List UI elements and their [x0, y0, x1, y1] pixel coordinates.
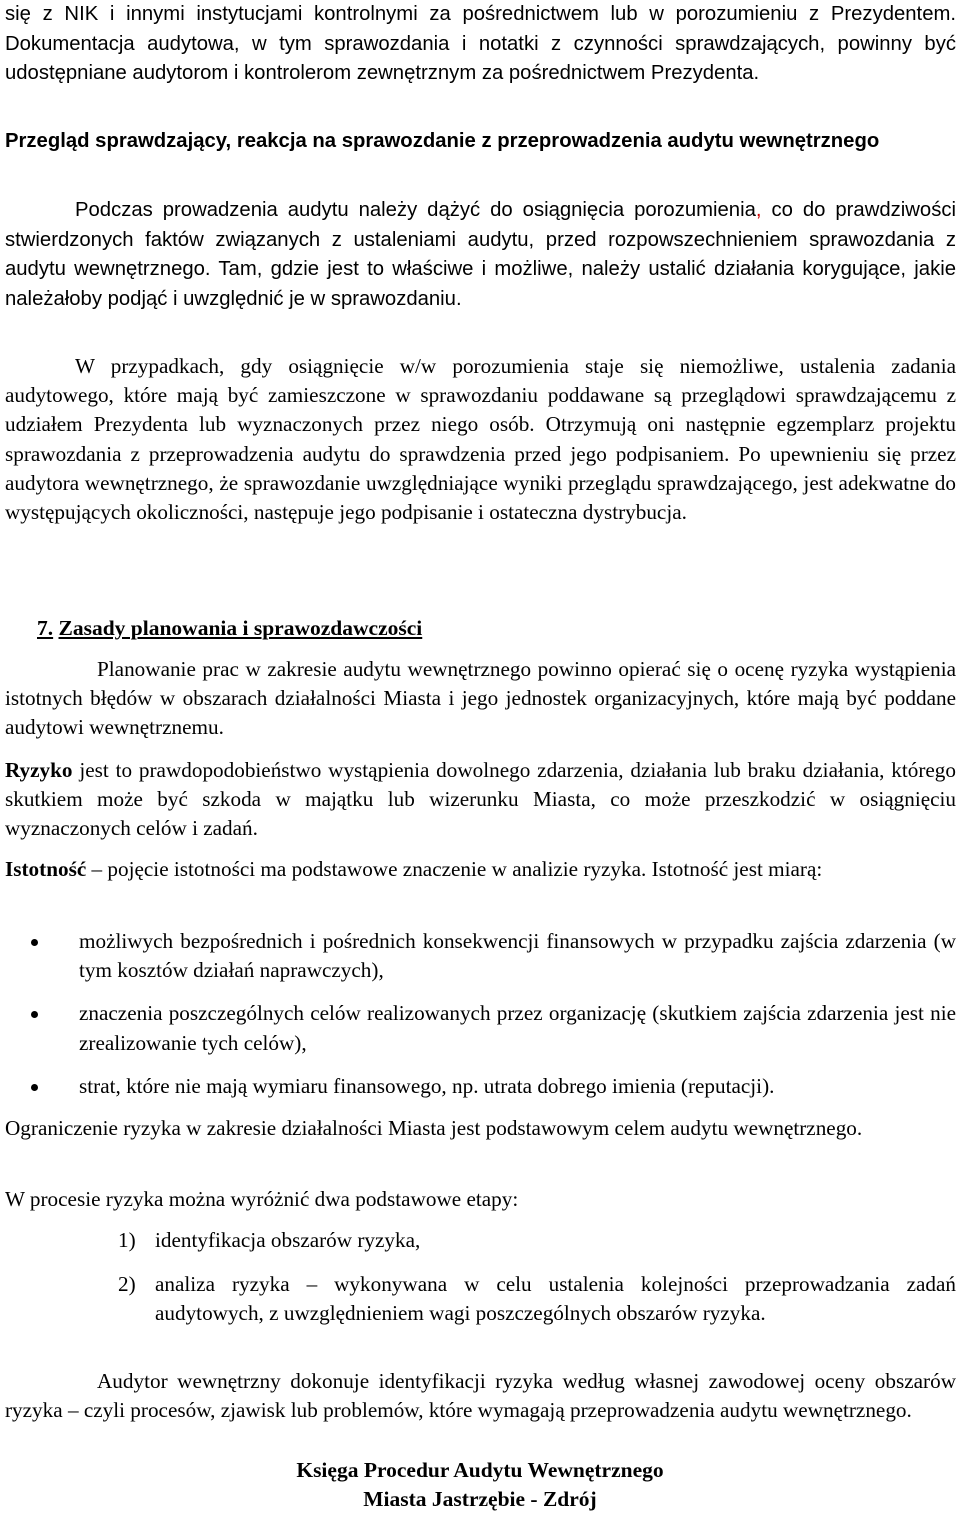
- bullet-dot-icon: [31, 939, 38, 946]
- bullet-text: znaczenia poszczególnych celów realizowanych przez organizację (skutkiem zajścia zdarzenia jest nie zrealizowanie tych celów),: [79, 1001, 956, 1055]
- bullet-dot-icon: [31, 1084, 38, 1091]
- review-section-title: Przegląd sprawdzający, reakcja na sprawozdanie z przeprowadzenia audytu wewnętrznego: [5, 130, 880, 152]
- stage-text: analiza ryzyka – wykonywana w celu ustalenia kolejności przeprowadzania zadań audytowych, z uwzględnieniem wagi poszczególnych obszarów ryzyka.: [155, 1272, 956, 1326]
- review-red-comma: ,: [755, 199, 762, 221]
- materiality-definition: [5, 855, 956, 884]
- materiality-bullet-list: [5, 927, 956, 1101]
- stages-list: [5, 1226, 956, 1329]
- review-paragraph-1-end: co do prawdziwości stwierdzonych faktów związanych z ustaleniami audytu, przed rozpowszechnieniem sprawozdania z audytu wewnętrznego. Tam, gdzie jest to właściwe i możliwe, należy ustalić działania korygujące, jakie należałoby podjąć i uwzględnić je w sprawozdaniu.: [5, 199, 957, 310]
- stage-number: 1): [118, 1228, 136, 1252]
- auditor-paragraph: Audytor wewnętrzny dokonuje identyfikacji ryzyka według własnej zawodowej oceny obszarów ryzyka – czyli procesów, zjawisk lub problemów, które wymagają przeprowadzenia audytu wewnętrznego.: [5, 1369, 956, 1423]
- review-paragraph-1-start: Podczas prowadzenia audytu należy dążyć do osiągnięcia porozumienia: [75, 199, 756, 221]
- list-item: [5, 1072, 956, 1101]
- stage-number: 2): [118, 1272, 136, 1297]
- list-item: [5, 999, 956, 1057]
- limitation-paragraph: Ograniczenie ryzyka w zakresie działalności Miasta jest podstawowym celem audytu wewnętrznego.: [5, 1116, 863, 1140]
- risk-term: Ryzyko: [5, 758, 73, 782]
- risk-text: jest to prawdopodobieństwo wystąpienia dowolnego zdarzenia, działania lub braku działania, którego skutkiem może być szkoda w majątku lub wizerunku Miasta, co może przeszkodzić w osiągnięciu wyznaczonych celów i zadań.: [5, 758, 956, 841]
- section-7-number: 7.: [37, 616, 54, 640]
- footer-line-1: Księga Procedur Audytu Wewnętrznego: [296, 1458, 664, 1482]
- bullet-text: strat, które nie mają wymiaru finansowego, np. utrata dobrego imienia (reputacji).: [79, 1073, 775, 1098]
- materiality-term: Istotność: [5, 857, 87, 881]
- review-paragraph-1: [5, 196, 956, 314]
- review-paragraph-2: W przypadkach, gdy osiągnięcie w/w porozumienia staje się niemożliwe, ustalenia zadania audytowego, które mają być zamieszczone w sprawozdaniu poddawane są przeglądowi sprawdzającemu z udziałem Prezydenta lub wyznaczonych przez niego osób. Otrzymują oni następnie egzemplarz projektu sprawozdania z przeprowadzenia audytu do sprawdzenia przed jego podpisaniem. Po upewnieniu się przez audytora wewnętrznego, że sprawozdanie uwzględniające wyniki przeglądu sprawdzającego, jest adekwatne do występujących okoliczności, następuje jego podpisanie i ostateczna dystrybucja.: [5, 354, 956, 525]
- materiality-text: – pojęcie istotności ma podstawowe znaczenie w analizie ryzyka. Istotność jest miarą:: [86, 857, 823, 881]
- risk-definition: [5, 756, 956, 844]
- bullet-text: możliwych bezpośrednich i pośrednich konsekwencji finansowych w przypadku zajścia zdarzenia (w tym kosztów działań naprawczych),: [79, 929, 956, 983]
- footer-line-2: Miasta Jastrzębie - Zdrój: [363, 1486, 597, 1511]
- bullet-dot-icon: [31, 1011, 38, 1018]
- intro-paragraph: się z NIK i innymi instytucjami kontrolnymi za pośrednictwem lub w porozumieniu z Prezydentem. Dokumentacja audytowa, w tym sprawozdania i notatki z czynności sprawdzających, powinny być udostępniane audytorom i kontrolerom zewnętrznym za pośrednictwem Prezydenta.: [5, 3, 956, 84]
- list-item: [5, 927, 956, 985]
- stage-text: identyfikacja obszarów ryzyka,: [155, 1228, 421, 1252]
- planning-paragraph: Planowanie prac w zakresie audytu wewnętrznego powinno opierać się o ocenę ryzyka wystąpienia istotnych błędów w obszarach działalności Miasta i jego jednostek organizacyjnych, które mają być poddane audytowi wewnętrznemu.: [5, 657, 956, 740]
- section-7-heading: [5, 614, 957, 643]
- document-footer: [0, 1456, 960, 1513]
- stages-intro: W procesie ryzyka można wyróżnić dwa podstawowe etapy:: [5, 1187, 519, 1211]
- list-item: [5, 1270, 956, 1328]
- section-7-title: Zasady planowania i sprawozdawczości: [58, 616, 423, 640]
- list-item: [5, 1226, 956, 1255]
